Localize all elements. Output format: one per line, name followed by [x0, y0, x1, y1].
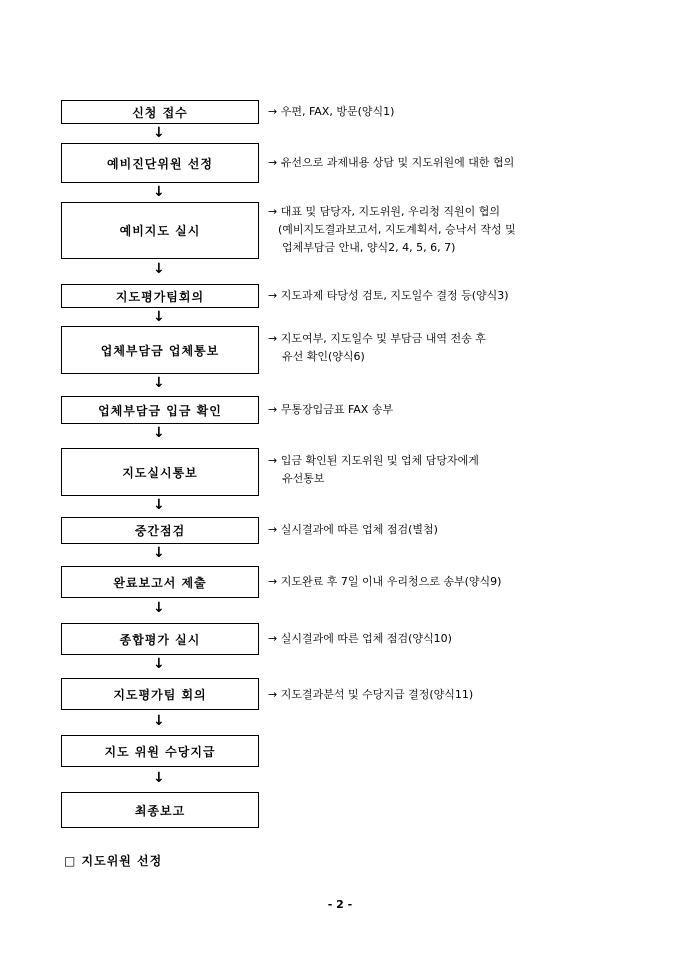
step-note	[268, 521, 438, 539]
flow-step-allowance-payment: 지도 위원 수당지급	[61, 735, 259, 767]
step-note	[268, 203, 516, 257]
down-arrow-icon: ↓	[153, 309, 165, 325]
down-arrow-icon: ↓	[153, 713, 165, 729]
step-note	[268, 573, 501, 591]
note-line: → 유선으로 과제내용 상담 및 지도위원에 대한 협의	[268, 156, 515, 169]
down-arrow-icon: ↓	[153, 770, 165, 786]
note-line: → 실시결과에 따른 업체 점검(별첨)	[268, 523, 438, 536]
note-line: → 지도여부, 지도일수 및 부담금 내역 전송 후	[268, 332, 486, 345]
note-line: → 지도과제 타당성 검토, 지도일수 결정 등(양식3)	[268, 289, 509, 302]
flow-step-interim-check: 중간점검	[61, 517, 259, 544]
down-arrow-icon: ↓	[153, 125, 165, 141]
flow-step-preliminary-selection: 예비진단위원 선정	[61, 143, 259, 183]
down-arrow-icon: ↓	[153, 497, 165, 513]
flow-step-completion-report: 완료보고서 제출	[61, 566, 259, 598]
flow-step-evaluation-team-meeting: 지도평가팀 회의	[61, 678, 259, 710]
down-arrow-icon: ↓	[153, 600, 165, 616]
note-line: → 지도결과분석 및 수당지급 결정(양식11)	[268, 688, 474, 701]
step-note	[268, 401, 393, 419]
down-arrow-icon: ↓	[153, 184, 165, 200]
step-note	[268, 686, 473, 704]
note-line: → 실시결과에 따른 업체 점검(양식10)	[268, 632, 452, 645]
step-note	[268, 452, 479, 488]
down-arrow-icon: ↓	[153, 261, 165, 277]
flow-step-final-report: 최종보고	[61, 792, 259, 828]
note-line: → 입금 확인된 지도위원 및 업체 담당자에게	[268, 454, 479, 467]
step-note	[268, 630, 452, 648]
page-number: - 2 -	[327, 898, 353, 911]
note-line: → 대표 및 담당자, 지도위원, 우리청 직원이 협의	[268, 205, 500, 218]
flow-step-guidance-notice: 지도실시통보	[61, 448, 259, 496]
flow-step-preliminary-guidance: 예비지도 실시	[61, 202, 259, 259]
down-arrow-icon: ↓	[153, 375, 165, 391]
step-note	[268, 154, 514, 172]
step-note	[268, 103, 394, 121]
flow-step-overall-evaluation: 종합평가 실시	[61, 623, 259, 655]
flow-step-application: 신청 접수	[61, 100, 259, 124]
flow-step-payment-confirm: 업체부담금 입금 확인	[61, 396, 259, 424]
down-arrow-icon: ↓	[153, 656, 165, 672]
down-arrow-icon: ↓	[153, 425, 165, 441]
section-heading: □ 지도위원 선정	[64, 854, 163, 868]
flow-step-company-notice: 업체부담금 업체통보	[61, 326, 259, 374]
note-line: → 무통장입금표 FAX 송부	[268, 403, 394, 416]
step-note	[268, 330, 486, 366]
note-line: (예비지도결과보고서, 지도계획서, 승낙서 작성 및	[278, 223, 516, 236]
step-note	[268, 287, 509, 305]
note-line: 유선 확인(양식6)	[282, 350, 365, 363]
down-arrow-icon: ↓	[153, 545, 165, 561]
note-line: 업체부담금 안내, 양식2, 4, 5, 6, 7)	[282, 241, 456, 254]
note-line: 유선통보	[282, 472, 325, 485]
note-line: → 지도완료 후 7일 이내 우리청으로 송부(양식9)	[268, 575, 502, 588]
flow-step-evaluation-meeting: 지도평가팀회의	[61, 284, 259, 308]
note-line: → 우편, FAX, 방문(양식1)	[268, 105, 395, 118]
